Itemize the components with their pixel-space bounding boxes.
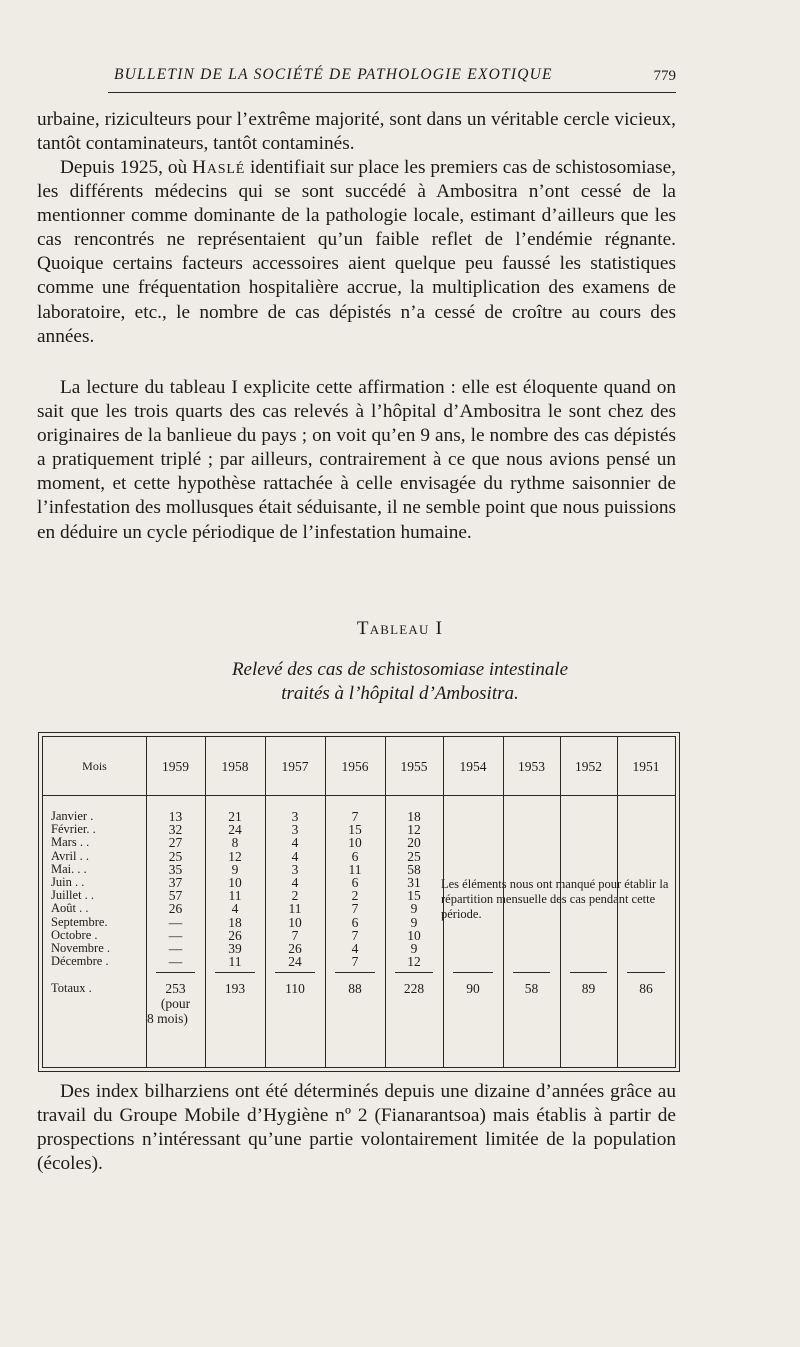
table-cell: 37 <box>168 875 183 890</box>
totals-separator <box>275 972 315 973</box>
totals-separator <box>513 972 550 973</box>
total-cell: 193 <box>224 981 246 997</box>
table-cell: — <box>168 927 183 943</box>
year-header: 1953 <box>518 759 545 774</box>
year-header: 1959 <box>162 759 189 774</box>
table-cell: 13 <box>168 809 183 824</box>
table-cell: 25 <box>407 848 421 864</box>
paragraph-3: La lecture du tableau I explicite cette affirmation : elle est éloquente quand on sait que les trois quarts des cas relevés à l’hôpital d’Ambositra le sont chez des originaires de la banlieue du pays ; on voit qu’en 9 ans, le nombre des cas dépistés a pratiquement triplé ; par ailleurs, contrairement à ce que nous avions pensé un moment, et cette hypothèse rattachée à celle envisagée du rythme saisonnier de l’infestation des mollusques était séduisante, il ne semble point que nous puissions en déduire un cycle périodique de l’infestation humaine. <box>37 377 676 543</box>
table-cell: — <box>168 941 183 956</box>
table-heading: Tableau I <box>356 618 444 639</box>
table-cell: 4 <box>231 901 239 917</box>
table-cell: — <box>168 914 183 930</box>
table-cell: 24 <box>288 954 302 970</box>
month-label: Mai. . . <box>51 861 87 876</box>
paragraph-2: Depuis 1925, où Haslé identifiait sur place les premiers cas de schistosomiase, les différents médecins qui se sont succédé à Ambositra n’ont cessé de la mentionner comme dominante de la pathologie locale, estimant d’ailleurs que les cas rencontrés ne représentaient qu’un faible reflet de l’endémie régnante. Quoique certains facteurs accessoires aient quelque peu faussé les statistiques comme une fréquentation hospitalière accrue, la multiplication des examens de laboratoire, etc., le nombre de cas dépistés n’a cessé de croître au cours des années. <box>37 157 677 347</box>
month-label: Juin . . <box>51 875 85 889</box>
table-cell: 9 <box>410 941 418 956</box>
table-cell: 26 <box>288 941 302 956</box>
table-cell: 12 <box>228 848 242 864</box>
table-cell: 15 <box>407 888 421 904</box>
column-divider <box>617 737 618 1067</box>
total-cell: 253 <box>165 981 186 997</box>
totals-separator <box>453 972 493 973</box>
total-cell: 58 <box>524 981 539 997</box>
table-cell: 10 <box>228 875 242 890</box>
table-cell: 10 <box>407 927 421 943</box>
total-cell: 88 <box>348 981 362 997</box>
column-divider <box>503 737 504 1067</box>
table-cell: 2 <box>351 888 359 904</box>
year-header: 1951 <box>632 759 660 774</box>
paragraph-4: Des index bilharziens ont été déterminés depuis une dizaine d’années grâce au travail du Groupe Mobile d’Hygiène nº 2 (Fianarantsoa) mais établis à partir de prospections n’intéressant qu’une partie volontairement limitée de la population (écoles). <box>37 1081 676 1175</box>
table-cell: 3 <box>291 822 299 838</box>
table-cell: 8 <box>231 835 239 851</box>
month-label: Août . . <box>51 901 89 916</box>
table-cell: 35 <box>168 861 183 877</box>
table-cell: 3 <box>291 861 299 877</box>
table-cell: 9 <box>410 901 418 917</box>
table-cell: 10 <box>348 835 362 851</box>
data-table <box>38 732 680 1072</box>
table-cell: 26 <box>168 901 183 917</box>
table-cell: 6 <box>351 914 359 930</box>
year-header: 1957 <box>281 759 309 774</box>
year-header: 1954 <box>459 759 487 774</box>
table-cell: 31 <box>407 875 421 890</box>
month-label: Avril . . <box>51 848 89 863</box>
paragraph-1: urbaine, riziculteurs pour l’extrême majorité, sont dans un véritable cercle vicieux, tantôt contaminateurs, tantôt contaminés. <box>37 109 676 155</box>
table-cell: 6 <box>351 875 359 890</box>
column-divider <box>560 737 561 1067</box>
table-cell: 4 <box>291 875 299 890</box>
table-cell: 32 <box>168 822 183 838</box>
table-cell: 12 <box>407 822 421 838</box>
table-cell: 6 <box>351 848 359 864</box>
table-cell: 7 <box>351 954 359 970</box>
month-label: Décembre . <box>51 954 109 969</box>
header-divider <box>43 795 675 796</box>
month-label: Janvier . <box>51 809 94 823</box>
page-number: 779 <box>653 68 676 84</box>
total-note: (pour <box>160 996 191 1012</box>
total-cell: 228 <box>403 981 425 997</box>
table-cell: 11 <box>228 954 242 970</box>
table-cell: 3 <box>291 809 299 824</box>
table-cell: 11 <box>288 901 302 917</box>
mois-header: Mois <box>82 759 107 773</box>
table-cell: 7 <box>351 901 359 917</box>
table-cell: 4 <box>291 848 299 864</box>
totals-separator <box>156 972 195 973</box>
month-label: Mars . . <box>51 835 90 850</box>
month-label: Juillet . . <box>51 888 95 903</box>
year-header: 1956 <box>341 759 369 774</box>
table-cell: 20 <box>407 835 421 851</box>
table-cell: 21 <box>228 809 242 824</box>
table-cell: 18 <box>228 914 242 930</box>
year-header: 1952 <box>575 759 602 774</box>
table-cell: 26 <box>228 927 242 943</box>
month-label: Février. . <box>51 822 96 837</box>
table-cell: 9 <box>231 861 239 877</box>
table-cell: 39 <box>228 941 242 956</box>
totals-separator <box>570 972 607 973</box>
year-header: 1955 <box>400 759 428 774</box>
author-name: Haslé <box>192 157 246 178</box>
table-caption: Relevé des cas de schistosomiase intestinale traités à l’hôpital d’Ambositra. <box>231 659 569 704</box>
journal-title: BULLETIN DE LA SOCIÉTÉ DE PATHOLOGIE EXOTIQUE <box>114 66 553 83</box>
totals-separator <box>395 972 433 973</box>
table-cell: — <box>168 954 183 970</box>
total-note: 8 mois) <box>147 1011 188 1027</box>
table-cell: 2 <box>291 888 299 904</box>
table-cell: 11 <box>228 888 242 904</box>
totals-label: Totaux . <box>51 981 92 996</box>
table-cell: 11 <box>348 861 362 877</box>
table-cell: 4 <box>351 941 359 956</box>
total-cell: 89 <box>581 981 596 997</box>
table-cell: 9 <box>410 914 418 930</box>
month-label: Septembre. <box>51 914 108 929</box>
month-label: Octobre . <box>51 927 98 942</box>
table-cell: 24 <box>228 822 242 838</box>
table-cell: 4 <box>291 835 299 851</box>
table-cell: 18 <box>407 809 421 824</box>
month-label: Novembre . <box>51 941 111 955</box>
table-cell: 58 <box>407 861 421 877</box>
total-cell: 90 <box>466 981 480 997</box>
table-cell: 7 <box>291 927 299 943</box>
missing-data-note: Les éléments nous ont manqué pour établir la répartition mensuelle des cas pendant cette période. <box>441 877 669 921</box>
totals-separator <box>215 972 255 973</box>
table-cell: 25 <box>168 848 183 864</box>
year-header: 1958 <box>221 759 249 774</box>
totals-separator <box>335 972 375 973</box>
table-cell: 15 <box>348 822 362 838</box>
running-header <box>108 62 676 93</box>
table-cell: 7 <box>351 927 359 943</box>
table-cell: 27 <box>168 835 183 851</box>
totals-separator <box>627 972 665 973</box>
total-cell: 86 <box>639 981 653 997</box>
table-cell: 57 <box>168 888 183 904</box>
table-cell: 10 <box>288 914 302 930</box>
table-cell: 7 <box>351 809 359 824</box>
table-cell: 12 <box>407 954 421 970</box>
total-cell: 110 <box>285 981 305 997</box>
column-divider <box>443 737 444 1067</box>
